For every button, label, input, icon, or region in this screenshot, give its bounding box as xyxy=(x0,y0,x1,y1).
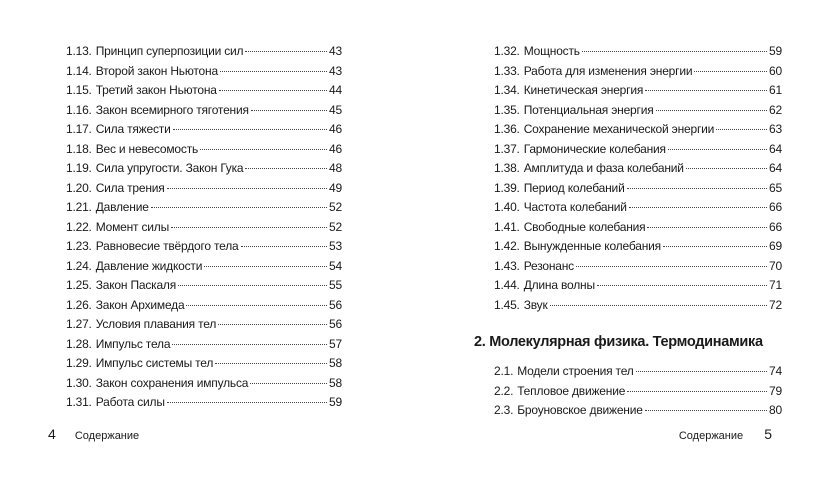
entry-page-number: 69 xyxy=(769,239,782,253)
entry-page-number: 59 xyxy=(769,44,782,58)
entry-title: Момент силы xyxy=(95,219,170,234)
toc-entry[interactable] xyxy=(494,362,782,382)
entry-page-number: 57 xyxy=(329,336,342,351)
entry-title: Условия плавания тел xyxy=(95,317,217,331)
toc-entry[interactable] xyxy=(494,198,782,218)
entry-title: Резонанс xyxy=(523,258,574,273)
toc-entry[interactable] xyxy=(66,81,342,101)
dot-leader xyxy=(167,188,327,189)
entry-page-number: 72 xyxy=(769,297,782,312)
toc-entry[interactable] xyxy=(66,179,342,199)
dot-leader xyxy=(645,410,767,411)
entry-page-number: 43 xyxy=(329,44,342,58)
entry-title: Давление xyxy=(95,200,149,214)
entry-title: Закон Паскаля xyxy=(95,278,177,292)
entry-page-number: 79 xyxy=(769,383,782,398)
entry-page-number: 62 xyxy=(769,102,782,117)
entry-title: Закон Архимеда xyxy=(95,297,185,312)
entry-number: 1.45. xyxy=(494,297,520,312)
dot-leader xyxy=(204,266,327,267)
dot-leader xyxy=(167,402,327,403)
entry-page-number: 53 xyxy=(329,239,342,253)
dot-leader xyxy=(218,324,327,325)
toc-entry[interactable] xyxy=(66,296,342,316)
entry-page-number: 80 xyxy=(769,403,782,417)
entry-page-number: 71 xyxy=(769,278,782,292)
dot-leader xyxy=(245,51,327,52)
dot-leader xyxy=(627,391,767,392)
entry-number: 1.27. xyxy=(66,317,92,331)
toc-entry[interactable] xyxy=(494,296,782,316)
dot-leader xyxy=(627,188,767,189)
entry-page-number: 46 xyxy=(329,141,342,156)
toc-entry[interactable] xyxy=(66,198,342,218)
entry-number: 1.18. xyxy=(66,141,92,156)
entry-page-number: 59 xyxy=(329,395,342,409)
page-footer xyxy=(679,426,772,442)
entry-title: Мощность xyxy=(523,44,580,58)
dot-leader xyxy=(636,371,767,372)
dot-leader xyxy=(694,71,767,72)
entry-page-number: 52 xyxy=(329,200,342,214)
dot-leader xyxy=(656,110,768,111)
entry-page-number: 54 xyxy=(329,258,342,273)
entry-number: 1.13. xyxy=(66,44,92,58)
dot-leader xyxy=(200,149,327,150)
entry-title: Броуновское движение xyxy=(517,403,643,417)
entry-number: 1.34. xyxy=(494,83,520,97)
toc-entry[interactable] xyxy=(66,237,342,257)
toc-entry[interactable] xyxy=(494,62,782,82)
entry-page-number: 58 xyxy=(329,375,342,390)
dot-leader xyxy=(178,285,327,286)
entry-number: 1.28. xyxy=(66,336,92,351)
entry-title: Потенциальная энергия xyxy=(523,102,654,117)
page-number: 4 xyxy=(48,426,56,442)
entry-title: Сила тяжести xyxy=(95,122,171,136)
entry-page-number: 63 xyxy=(769,122,782,136)
dot-leader xyxy=(250,383,327,384)
entry-title: Модели строения тел xyxy=(517,364,634,378)
entry-title: Частота колебаний xyxy=(523,200,627,214)
toc-entry[interactable] xyxy=(494,276,782,296)
entry-title: Сила трения xyxy=(95,180,165,195)
entry-number: 1.33. xyxy=(494,63,520,78)
dot-leader xyxy=(663,246,767,247)
toc-entry[interactable] xyxy=(66,101,342,121)
entry-title: Тепловое движение xyxy=(517,383,626,398)
dot-leader xyxy=(629,207,767,208)
entry-page-number: 45 xyxy=(329,102,342,117)
toc-entry[interactable] xyxy=(494,140,782,160)
toc-entry[interactable] xyxy=(494,382,782,402)
entry-page-number: 56 xyxy=(329,297,342,312)
entry-number: 1.17. xyxy=(66,122,92,136)
entry-page-number: 64 xyxy=(769,161,782,175)
entry-title: Кинетическая энергия xyxy=(523,83,644,97)
dot-leader xyxy=(186,305,327,306)
entry-number: 1.31. xyxy=(66,395,92,409)
entry-number: 1.26. xyxy=(66,297,92,312)
toc-entry[interactable] xyxy=(66,62,342,82)
entry-title: Вес и невесомость xyxy=(95,141,199,156)
entry-page-number: 64 xyxy=(769,141,782,156)
entry-number: 1.16. xyxy=(66,102,92,117)
entry-number: 1.15. xyxy=(66,83,92,97)
dot-leader xyxy=(647,227,767,228)
entry-number: 1.32. xyxy=(494,44,520,58)
dot-leader xyxy=(597,285,767,286)
toc-entry[interactable] xyxy=(66,335,342,355)
running-title: Содержание xyxy=(678,430,744,442)
entry-number: 1.22. xyxy=(66,219,92,234)
entry-page-number: 52 xyxy=(329,219,342,234)
toc-list-section-2 xyxy=(494,362,782,421)
entry-title: Работа силы xyxy=(95,395,165,409)
entry-title: Амплитуда и фаза колебаний xyxy=(523,161,684,175)
entry-number: 1.37. xyxy=(494,141,520,156)
entry-number: 1.39. xyxy=(494,180,520,195)
entry-page-number: 56 xyxy=(329,317,342,331)
entry-title: Звук xyxy=(523,297,548,312)
toc-entry[interactable] xyxy=(494,159,782,179)
dot-leader xyxy=(171,227,327,228)
entry-number: 1.29. xyxy=(66,356,92,370)
entry-page-number: 44 xyxy=(329,83,342,97)
dot-leader xyxy=(241,246,328,247)
right-page xyxy=(410,0,820,480)
entry-number: 1.30. xyxy=(66,375,92,390)
dot-leader xyxy=(215,363,327,364)
entry-title: Импульс тела xyxy=(95,336,171,351)
toc-entry[interactable] xyxy=(494,101,782,121)
entry-page-number: 74 xyxy=(769,364,782,378)
entry-title: Свободные колебания xyxy=(523,219,646,234)
toc-entry[interactable] xyxy=(66,159,342,179)
entry-title: Вынужденные колебания xyxy=(523,239,661,253)
dot-leader xyxy=(582,51,767,52)
dot-leader xyxy=(151,207,327,208)
running-title: Содержание xyxy=(74,430,140,442)
entry-number: 1.20. xyxy=(66,180,92,195)
dot-leader xyxy=(172,344,327,345)
toc-entry[interactable] xyxy=(494,42,782,62)
entry-number: 1.24. xyxy=(66,258,92,273)
toc-entry[interactable] xyxy=(66,374,342,394)
dot-leader xyxy=(220,71,327,72)
page-number: 5 xyxy=(764,426,772,442)
page-footer xyxy=(48,426,139,442)
entry-title: Работа для изменения энергии xyxy=(523,63,693,78)
dot-leader xyxy=(686,168,767,169)
dot-leader xyxy=(219,90,327,91)
toc-entry[interactable] xyxy=(494,179,782,199)
toc-entry[interactable] xyxy=(66,354,342,374)
entry-title: Закон всемирного тяготения xyxy=(95,102,249,117)
entry-number: 1.40. xyxy=(494,200,520,214)
entry-number: 1.42. xyxy=(494,239,520,253)
dot-leader xyxy=(550,305,768,306)
entry-title: Второй закон Ньютона xyxy=(95,63,218,78)
entry-number: 1.38. xyxy=(494,161,520,175)
toc-entry[interactable] xyxy=(66,315,342,335)
entry-page-number: 55 xyxy=(329,278,342,292)
toc-entry[interactable] xyxy=(494,257,782,277)
dot-leader xyxy=(576,266,767,267)
entry-page-number: 66 xyxy=(769,219,782,234)
entry-number: 1.25. xyxy=(66,278,92,292)
entry-number: 1.14. xyxy=(66,63,92,78)
entry-number: 1.19. xyxy=(66,161,92,175)
entry-number: 2.3. xyxy=(494,403,514,417)
toc-entry[interactable] xyxy=(494,81,782,101)
entry-page-number: 43 xyxy=(329,63,342,78)
entry-number: 1.41. xyxy=(494,219,520,234)
dot-leader xyxy=(645,90,767,91)
section-heading: 2. Молекулярная физика. Термодинамика xyxy=(474,334,763,350)
toc-entry[interactable] xyxy=(66,276,342,296)
entry-page-number: 48 xyxy=(329,161,342,175)
toc-entry[interactable] xyxy=(494,120,782,140)
entry-number: 1.23. xyxy=(66,239,92,253)
entry-page-number: 58 xyxy=(329,356,342,370)
entry-title: Равновесие твёрдого тела xyxy=(95,239,239,253)
entry-number: 1.44. xyxy=(494,278,520,292)
dot-leader xyxy=(716,129,767,130)
toc-entry[interactable] xyxy=(66,120,342,140)
entry-title: Принцип суперпозиции сил xyxy=(95,44,244,58)
entry-title: Период колебаний xyxy=(523,180,625,195)
entry-number: 1.35. xyxy=(494,102,520,117)
dot-leader xyxy=(251,110,327,111)
toc-entry[interactable] xyxy=(66,393,342,413)
entry-number: 2.1. xyxy=(494,364,514,378)
entry-title: Третий закон Ньютона xyxy=(95,83,217,97)
entry-title: Сила упругости. Закон Гука xyxy=(95,161,244,175)
entry-page-number: 49 xyxy=(329,180,342,195)
entry-page-number: 61 xyxy=(769,83,782,97)
toc-list xyxy=(494,42,782,315)
dot-leader xyxy=(668,149,767,150)
toc-entry[interactable] xyxy=(494,218,782,238)
entry-page-number: 60 xyxy=(769,63,782,78)
entry-title: Сохранение механической энергии xyxy=(523,122,715,136)
toc-list xyxy=(66,42,342,413)
dot-leader xyxy=(245,168,327,169)
dot-leader xyxy=(173,129,327,130)
toc-entry[interactable] xyxy=(66,218,342,238)
entry-page-number: 65 xyxy=(769,180,782,195)
entry-number: 1.21. xyxy=(66,200,92,214)
entry-number: 2.2. xyxy=(494,383,514,398)
entry-page-number: 70 xyxy=(769,258,782,273)
entry-title: Импульс системы тел xyxy=(95,356,214,370)
entry-title: Закон сохранения импульса xyxy=(95,375,249,390)
entry-page-number: 46 xyxy=(329,122,342,136)
entry-title: Гармонические колебания xyxy=(523,141,666,156)
entry-number: 1.36. xyxy=(494,122,520,136)
toc-entry[interactable] xyxy=(494,237,782,257)
entry-title: Давление жидкости xyxy=(95,258,203,273)
toc-entry[interactable] xyxy=(66,42,342,62)
entry-page-number: 66 xyxy=(769,200,782,214)
entry-number: 1.43. xyxy=(494,258,520,273)
toc-entry[interactable] xyxy=(66,140,342,160)
entry-title: Длина волны xyxy=(523,278,595,292)
toc-entry[interactable] xyxy=(66,257,342,277)
toc-entry[interactable] xyxy=(494,401,782,421)
